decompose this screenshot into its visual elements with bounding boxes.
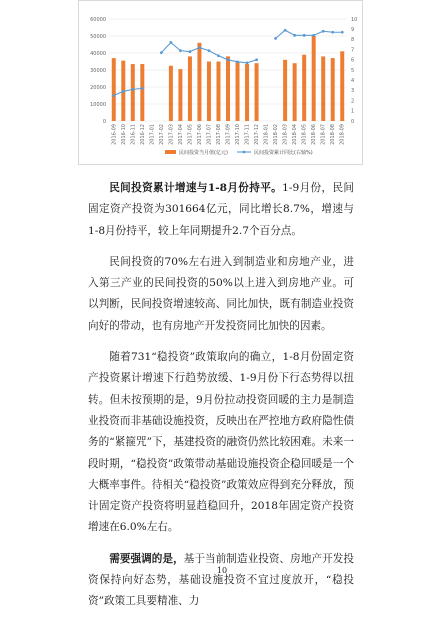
line-point bbox=[255, 58, 258, 61]
line-point bbox=[131, 88, 134, 91]
line-point bbox=[274, 37, 277, 40]
bar bbox=[255, 63, 259, 121]
line-point bbox=[141, 87, 144, 90]
line-point bbox=[331, 31, 334, 34]
paragraph-3: 随着731“稳投资”政策取向的确立，1-8月份固定资产投资累计增速下行趋势放缓、1-9月份下行态势得以扭转。但未按预期的是，9月份拉动投资回暖的主力是制造业投资而非基础设施投资，反映出在严控地方政府隐性债务的“紧箍咒”下，基建投资的融资仍然比较困难。未来一段时期，“稳投资”政策带动基础设施投资企稳回暖是一个大概率事件。待相关“稳投资”政策效应得到充分释放，预计固定资产投资将明显趋稳回升，2018年固定资产投资增速在6.0%左右。 bbox=[88, 351, 354, 534]
bar bbox=[245, 64, 249, 121]
x-tick-label: 2018-05 bbox=[301, 124, 308, 145]
bar bbox=[302, 55, 306, 121]
y-left-tick-label: 20000 bbox=[90, 84, 106, 91]
x-tick-label: 2018-08 bbox=[330, 124, 337, 145]
x-tick-label: 2017-09 bbox=[225, 124, 232, 145]
x-tick-label: 2017-07 bbox=[206, 124, 213, 145]
page-number: 10 bbox=[216, 566, 228, 575]
line-point bbox=[169, 41, 172, 44]
legend-swatch-bar bbox=[165, 150, 176, 154]
line-point bbox=[112, 94, 115, 97]
bar bbox=[178, 69, 182, 121]
bar bbox=[340, 51, 344, 121]
paragraph-1-lead: 民间投资累计增速与1-8月份持平。 bbox=[109, 182, 283, 194]
bar bbox=[188, 56, 192, 121]
bar bbox=[321, 56, 325, 121]
line-point bbox=[246, 61, 249, 64]
bar bbox=[197, 43, 201, 121]
paragraph-4-body: 基于当前制造业投资、房地产开发投资保持向好态势，基础设施投资不宜过度放开，“稳投资”政策工具要精准、力 bbox=[88, 552, 355, 608]
x-tick-label: 2016-09 bbox=[111, 124, 118, 145]
bar bbox=[293, 63, 297, 121]
y-right-tick-label: 6 bbox=[351, 57, 355, 64]
y-right-tick-label: 4 bbox=[351, 78, 355, 84]
line-point bbox=[160, 51, 163, 54]
paragraph-1-body: 1-9月份，民间固定资产投资为301664亿元，同比增长8.7%，增速与1-8月份持平，较上年同期提升2.7个百分点。 bbox=[88, 182, 355, 237]
x-tick-label: 2016-11 bbox=[130, 124, 137, 145]
line-point bbox=[227, 58, 230, 61]
paragraph-2: 民间投资的70%左右进入到制造业和房地产业，进入第三产业的民间投资的50%以上进入到房地产业。可以判断，民间投资增速较高、同比加快，既有制造业投资向好的带动，也有房地产开发投资同比加快的因素。 bbox=[88, 255, 354, 332]
line-point bbox=[122, 90, 125, 93]
legend-marker-line bbox=[243, 151, 246, 154]
paragraph-1 bbox=[88, 178, 354, 242]
x-tick-label: 2017-10 bbox=[235, 124, 242, 145]
bar bbox=[216, 62, 220, 122]
y-right-tick-label: 0 bbox=[351, 118, 355, 125]
y-left-tick-label: 30000 bbox=[90, 67, 106, 74]
x-tick-label: 2016-10 bbox=[120, 124, 127, 145]
line-point bbox=[236, 60, 239, 63]
x-tick-label: 2018-01 bbox=[263, 124, 270, 145]
y-left-tick-label: 10000 bbox=[90, 101, 106, 108]
bar bbox=[140, 64, 144, 121]
bar bbox=[226, 56, 230, 121]
x-tick-label: 2018-06 bbox=[311, 124, 318, 145]
y-left-tick-label: 60000 bbox=[90, 16, 106, 23]
line-point bbox=[208, 49, 211, 52]
y-left-tick-label: 50000 bbox=[90, 33, 106, 40]
y-right-tick-label: 8 bbox=[351, 37, 355, 44]
line-point bbox=[284, 29, 287, 32]
bar bbox=[312, 36, 316, 121]
line-point bbox=[179, 49, 182, 52]
x-tick-label: 2017-05 bbox=[187, 124, 194, 145]
x-tick-label: 2018-02 bbox=[273, 124, 280, 145]
body-text bbox=[88, 178, 354, 623]
line-point bbox=[341, 31, 344, 34]
x-tick-label: 2016-12 bbox=[139, 124, 146, 145]
y-right-tick-label: 5 bbox=[351, 67, 355, 74]
line-point bbox=[303, 34, 306, 37]
x-tick-label: 2018-07 bbox=[320, 124, 327, 145]
line-point bbox=[322, 30, 325, 33]
y-right-tick-label: 10 bbox=[351, 16, 358, 23]
bar bbox=[283, 60, 287, 121]
x-tick-label: 2018-04 bbox=[292, 124, 299, 145]
bar bbox=[112, 58, 116, 121]
y-right-tick-label: 3 bbox=[351, 88, 355, 95]
x-tick-label: 2017-11 bbox=[244, 124, 251, 145]
line-point bbox=[217, 54, 220, 57]
legend-label-bar: 民间投资当月值(亿元) bbox=[179, 150, 228, 156]
y-right-tick-label: 2 bbox=[351, 98, 355, 105]
x-tick-label: 2017-04 bbox=[177, 124, 184, 145]
y-right-tick-label: 9 bbox=[351, 27, 355, 33]
y-right-tick-label: 1 bbox=[351, 108, 355, 115]
chart-container bbox=[78, 0, 363, 165]
bar bbox=[207, 62, 211, 122]
x-tick-label: 2017-03 bbox=[168, 124, 175, 145]
x-tick-label: 2018-09 bbox=[339, 124, 346, 145]
bar bbox=[236, 62, 240, 122]
line-point bbox=[312, 34, 315, 37]
bar bbox=[169, 66, 173, 121]
line-point bbox=[198, 46, 201, 49]
line-point bbox=[189, 50, 192, 53]
y-left-tick-label: 40000 bbox=[90, 50, 106, 57]
paragraph-4 bbox=[88, 549, 354, 613]
bar bbox=[331, 58, 335, 121]
paragraph-4-lead: 需要强调的是， bbox=[109, 552, 184, 565]
y-left-tick-label: 0 bbox=[102, 118, 106, 125]
combo-chart bbox=[79, 1, 364, 166]
x-tick-label: 2017-06 bbox=[196, 124, 203, 145]
x-tick-label: 2017-02 bbox=[158, 124, 165, 145]
x-tick-label: 2017-01 bbox=[149, 124, 156, 145]
line-series bbox=[161, 42, 256, 62]
y-right-tick-label: 7 bbox=[351, 47, 355, 54]
line-series bbox=[114, 88, 143, 95]
x-tick-label: 2018-03 bbox=[282, 124, 289, 145]
bar bbox=[131, 64, 135, 121]
legend-label-line: 民间投资累计同比(右轴%) bbox=[254, 150, 313, 156]
x-tick-label: 2017-08 bbox=[215, 124, 222, 145]
line-point bbox=[293, 34, 296, 37]
x-tick-label: 2017-12 bbox=[254, 124, 261, 145]
